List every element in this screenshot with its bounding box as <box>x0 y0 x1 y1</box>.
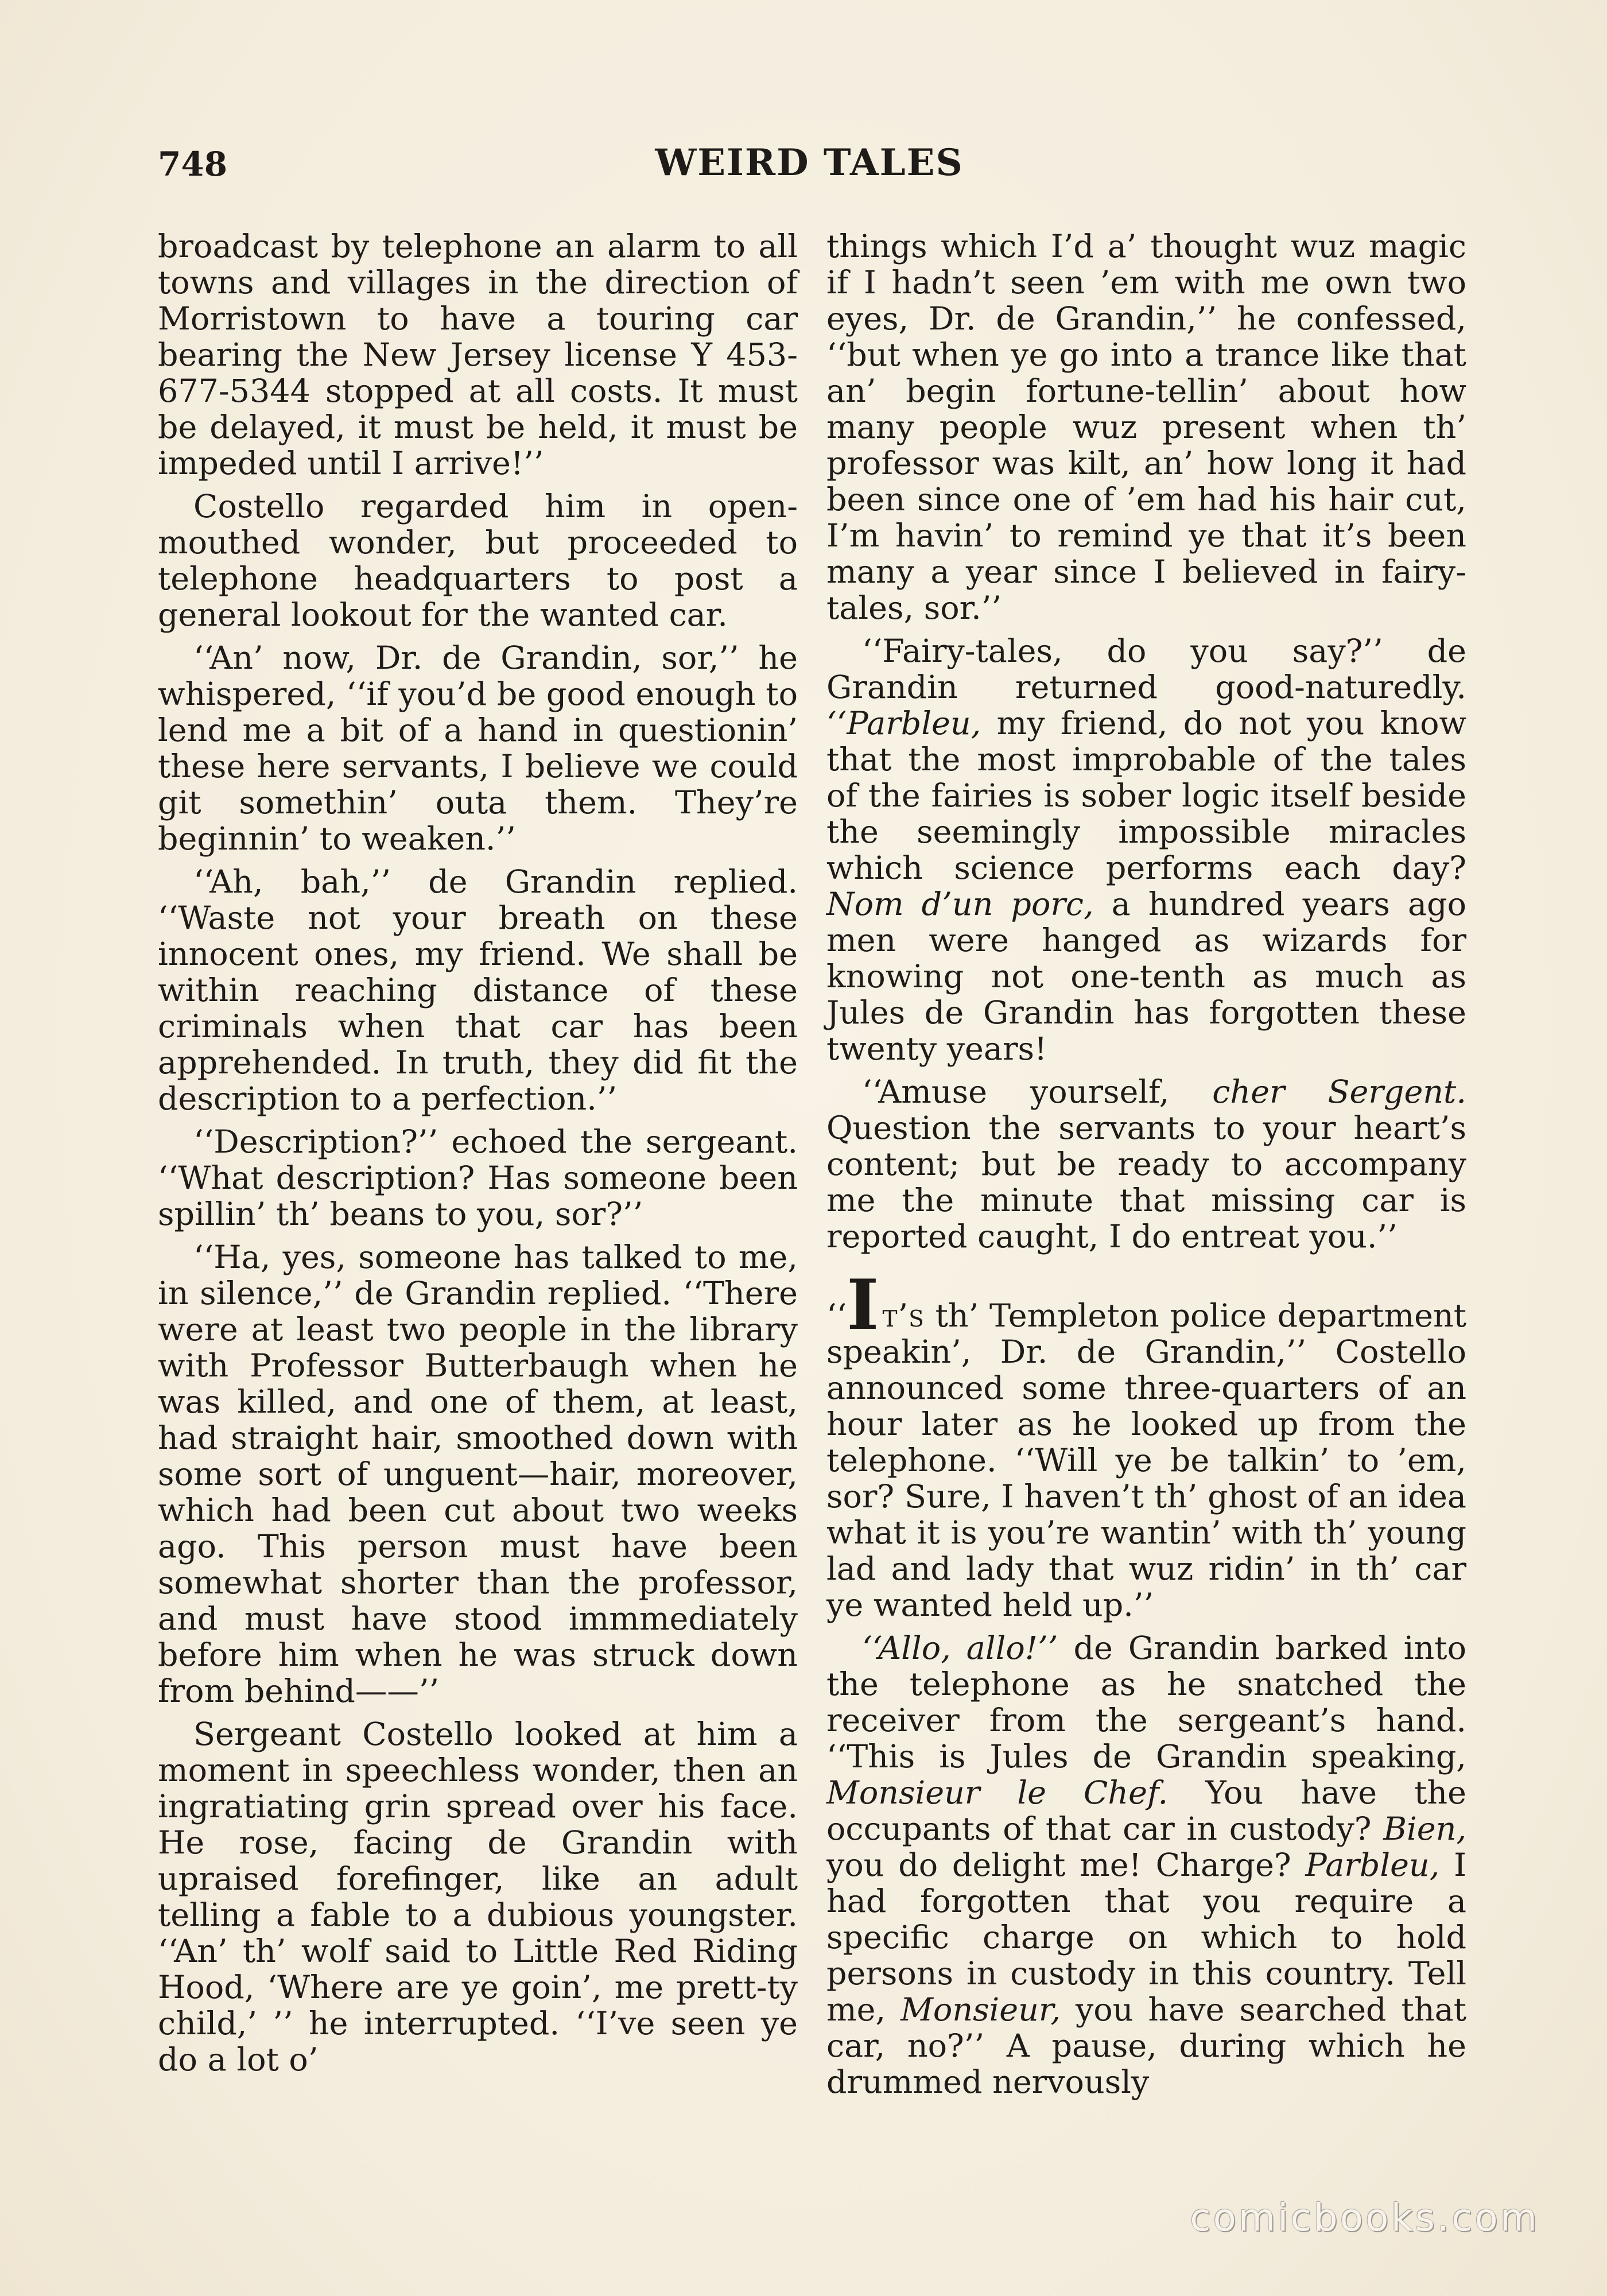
text-run: you do delight me! Charge? <box>826 1847 1306 1884</box>
paragraph: broadcast by telephone an alarm to all towns and villages in the direction of Morristown to have a touring car bearing the New Jersey license Y 453-677-5344 stopped at all costs. It must be delayed, it must be held, it must be impeded until I arrive!’’ <box>158 228 798 482</box>
drop-cap: I <box>847 1265 879 1345</box>
text-run: a hundred years ago men were hanged as wizards for knowing not one-tenth as much as Jules de Grandin has forgotten these twenty years! <box>826 886 1466 1068</box>
italic-run: Nom d’un porc, <box>826 886 1094 923</box>
text-run: de Grandin barked into the telephone as he snatched the receiver from the sergeant’s hand. ‘‘This is Jules de Grandin speaking, <box>826 1630 1467 1775</box>
italic-run: Bien, <box>1383 1810 1466 1848</box>
section-start-paragraph <box>826 1265 1466 1624</box>
text-run: I had forgotten that you require a specific charge on which to hold persons in custody in this country. Tell me, <box>826 1847 1466 2029</box>
text-run: th’ Templeton police department speakin’, Dr. de Grandin,’’ Costello announced some three-quarters of an hour later as he looked up from the telephone. ‘‘Will ye be talkin’ to ’em, sor? Sure, I haven’t th’ ghost of an idea what it is you’re wantin’ with th’ young lad and lady that wuz ridin’ in th’ car ye wanted held up.’’ <box>826 1297 1466 1624</box>
paragraph <box>826 1074 1466 1255</box>
italic-run: Parbleu, <box>1305 1847 1440 1884</box>
italic-run: Monsieur le Chef. <box>826 1774 1169 1812</box>
page-number: 748 <box>158 145 228 184</box>
right-column <box>826 228 1466 2107</box>
paragraph: ‘‘Ah, bah,’’ de Grandin replied. ‘‘Waste not your breath on these innocent ones, my friend. We shall be within reaching distance of these criminals when that car has been apprehended. In truth, they did fit the description to a perfection.’’ <box>158 863 798 1118</box>
paragraph: Sergeant Costello looked at him a moment in speechless wonder, then an ingratiating grin spread over his face. He rose, facing de Grandin with upraised forefinger, like an adult telling a fable to a dubious youngster. ‘‘An’ th’ wolf said to Little Red Riding Hood, ‘Where are ye goin’, me prett-ty child,’ ’’ he interrupted. ‘‘I’ve seen ye do a lot o’ <box>158 1716 798 2078</box>
text-run: Question the servants to your heart’s content; but be ready to accompany me the minute that missing car is reported caught, I do entreat you.’’ <box>826 1110 1466 1255</box>
paragraph <box>826 633 1466 1067</box>
italic-run: Monsieur, <box>900 1991 1061 2029</box>
paragraph: things which I’d a’ thought wuz magic if I hadn’t seen ’em with me own two eyes, Dr. de Grandin,’’ he confessed, ‘‘but when ye go into a trance like that an’ begin fortune-tellin’ about how many people wuz present when th’ professor was kilt, an’ how long it had been since one of ’em had his hair cut, I’m havin’ to remind ye that it’s been many a year since I believed in fairy-tales, sor.’’ <box>826 228 1466 627</box>
text-run: you have searched that car, no?’’ A pause, during which he drummed nervously <box>826 1991 1466 2101</box>
page-header <box>158 133 1461 196</box>
italic-run: cher Sergent. <box>1212 1073 1466 1111</box>
italic-run: ‘‘Allo, allo!’’ <box>862 1630 1058 1667</box>
paragraph <box>826 1630 1466 2100</box>
running-title: WEIRD TALES <box>655 141 964 184</box>
text-run: ‘‘Fairy-tales, do you say?’’ de Grandin returned good-naturedly. <box>826 633 1466 706</box>
paragraph: Costello regarded him in open-mouthed wonder, but proceeded to telephone headquarters to post a general lookout for the wanted car. <box>158 488 798 634</box>
italic-run: ‘‘Parbleu, <box>826 705 981 742</box>
open-quote: ‘‘ <box>826 1297 847 1335</box>
site-watermark: comicbooks.com <box>1190 2196 1539 2240</box>
paragraph: ‘‘An’ now, Dr. de Grandin, sor,’’ he whispered, ‘‘if you’d be good enough to lend me a bit of a hand in questionin’ these here servants, I believe we could git somethin’ outa them. They’re beginnin’ to weaken.’’ <box>158 639 798 858</box>
text-run: You have the occupants of that car in custody? <box>826 1774 1466 1848</box>
left-column <box>158 228 798 2085</box>
text-run: ‘‘Amuse yourself, <box>862 1073 1213 1111</box>
paragraph: ‘‘Ha, yes, someone has talked to me, in silence,’’ de Grandin replied. ‘‘There were at least two people in the library with Professor Butterbaugh when he was killed, and one of them, at least, had straight hair, smoothed down with some sort of unguent—hair, moreover, which had been cut about two weeks ago. This person must have been somewhat shorter than the professor, and must have stood immmediately before him when he was struck down from behind——’’ <box>158 1239 798 1710</box>
paragraph: ‘‘Description?’’ echoed the sergeant. ‘‘What description? Has someone been spillin’ th’ beans to you, sor?’’ <box>158 1123 798 1233</box>
text-run: my friend, do not you know that the most improbable of the tales of the fairies is sober logic itself beside the seemingly impossible miracles which science performs each day? <box>826 705 1466 887</box>
small-caps-run: t’s <box>882 1297 925 1335</box>
